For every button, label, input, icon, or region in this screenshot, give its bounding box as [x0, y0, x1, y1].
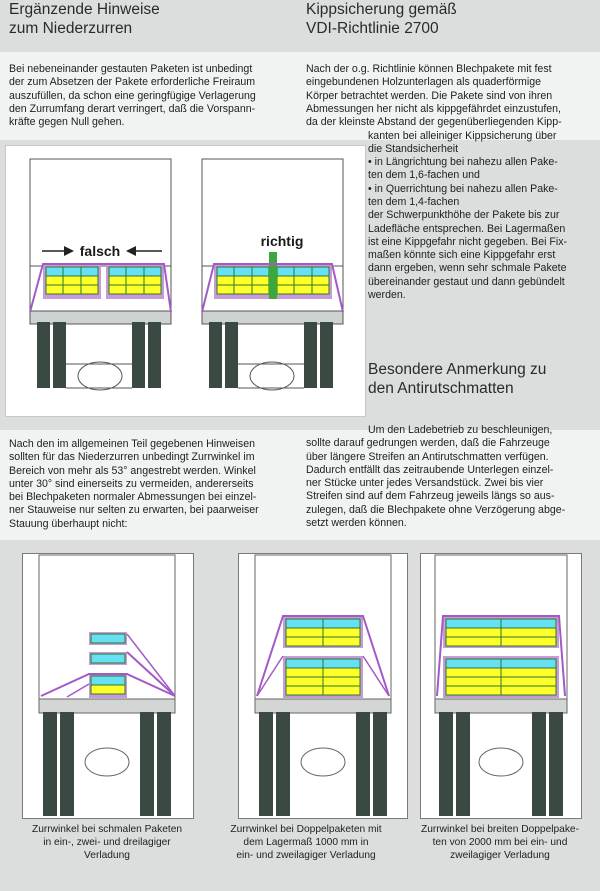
- left-heading: Ergänzende Hinweise zum Niederzurren: [9, 1, 160, 37]
- mats-first-line: Um den Ladebetrieb zu beschleunigen,: [368, 424, 553, 436]
- caption-double: Zurrwinkel bei Doppelpaketen mit dem Lagermaß 1000 mm in ein- und zweilagiger Verladung: [230, 824, 382, 861]
- bottom-figure-1: [22, 553, 194, 819]
- caption-wide: Zurrwinkel bei breiten Doppelpake- ten von 2000 mm bei ein- und zweilagiger Verladung: [421, 824, 579, 861]
- angle-paragraph: Nach den im allgemeinen Teil gegebenen Hinweisen sollten für das Niederzurren unbedingt Zurrwinkel im Bereich von mehr als 53° angestrebt werden. Winkel unter 30° sind einerseits zu vermeiden, andererseits bei Blechpaketen normaler Abmessungen bei einzel- ner Stauweise nur selten zu erwarten, bei paarweiser Stauung überhaupt nicht:: [9, 438, 259, 530]
- tipping-paragraph-indented: kanten bei alleiniger Kippsicherung über die Standsicherheit • in Längrichtung bei nahezu allen Pake- ten dem 1,6-fachen und • in Querrichtung bei nahezu allen Pake- ten dem 1,4-fachen der Schwerpunkthöhe der Pakete bis zur Ladefläche entsprechen. Bei Lagermaßen ist eine Kippgefahr nicht gegeben. Bei Fix- maßen könnte sich eine Kippgefahr erst dann ergeben, wenn sehr schmale Pakete übereinander gestaut und dann gebündelt werden.: [368, 129, 568, 302]
- top-figure-panel: [5, 145, 366, 417]
- caption-narrow: Zurrwinkel bei schmalen Paketen in ein-, zwei- und dreilagiger Verladung: [31, 824, 183, 861]
- mats-subheading: Besondere Anmerkung zu den Antirutschmatten: [368, 361, 547, 397]
- narrow-packages-group: [89, 632, 127, 698]
- falsch-label: falsch: [79, 243, 121, 259]
- wide-packages-group: [443, 616, 559, 698]
- truck-narrow-svg: [23, 554, 193, 818]
- bottom-figure-3: [420, 553, 582, 819]
- truck-wide-svg: [421, 554, 581, 818]
- truck-comparison-svg: [6, 146, 365, 416]
- truck-double-svg: [239, 554, 407, 818]
- intro-paragraph: Bei nebeneinander gestauten Paketen ist unbedingt der zum Absetzen der Pakete erforderliche Freiraum auszufüllen, da schon eine geringfügige Verlagerung den Zurrumfang derart verringert, daß die Vorspann- kräfte gegen Null gehen.: [9, 63, 256, 129]
- richtig-label: richtig: [260, 233, 304, 249]
- mats-paragraph: Um den Ladebetrieb zu beschleunigen, sollte darauf gedrungen werden, daß die Fahrzeuge über längere Streifen an Antirutschmatten verfügen. Dadurch entfällt das zeitraubende Unterlegen einzel- ner Stücke unter jedes Versandstück. Zwei bis vier Streifen sind auf dem Fahrzeug jeweils längs so aus- zulegen, daß die Blechpakete ohne Verzögerung abge- setzt werden können.: [306, 424, 592, 530]
- double-packages-group: [283, 616, 363, 698]
- bottom-figure-2: [238, 553, 408, 819]
- tipping-paragraph: Nach der o.g. Richtlinie können Blechpakete mit fest eingebundenen Holzunterlagen als quaderförmige Körper betrachtet werden. Die Pakete sind von ihren Abmessungen her nicht als kippgefährdet einzustufen, da der kleinste Abstand der gegenüberliegenden Kipp-: [306, 63, 562, 129]
- right-heading: Kippsicherung gemäß VDI-Richtlinie 2700: [306, 1, 457, 37]
